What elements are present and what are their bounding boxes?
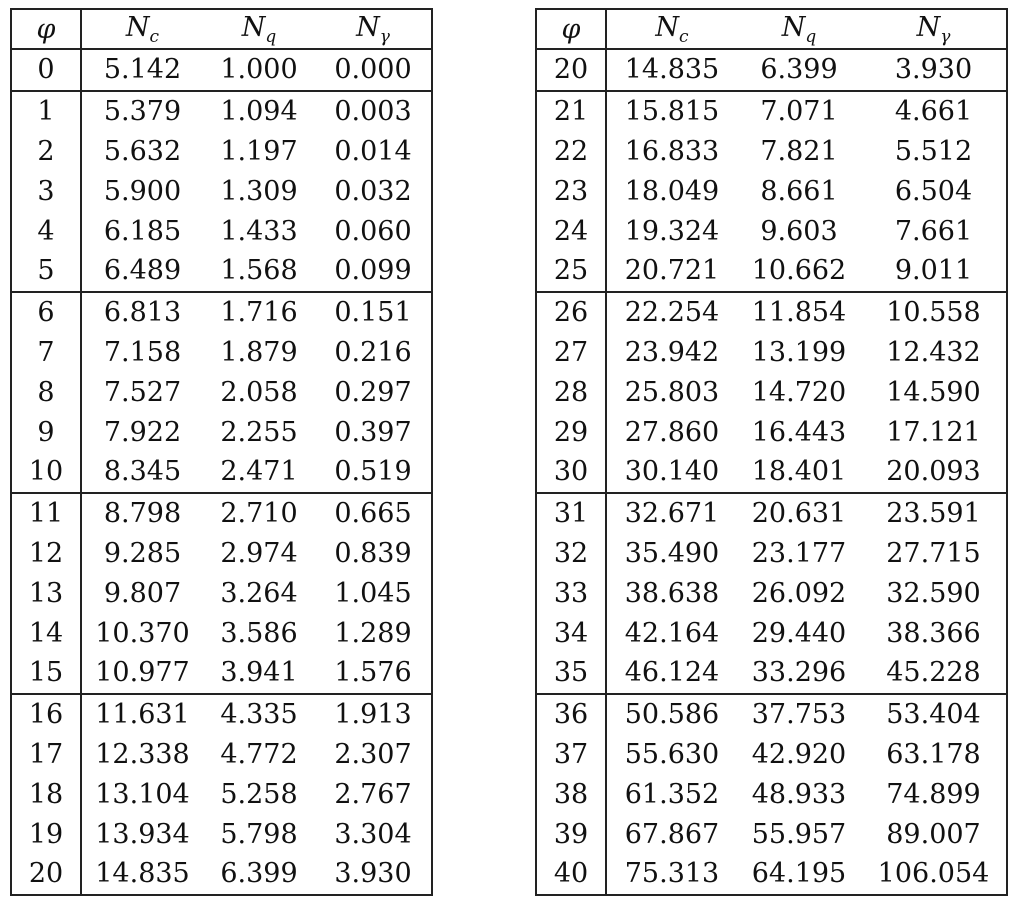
nq-cell: 3.264 [220, 577, 298, 609]
phi-header: φ [536, 9, 606, 49]
nc-cell: 61.352 [624, 778, 720, 810]
ngamma-cell: 0.216 [334, 336, 412, 368]
nc-cell: 19.324 [624, 215, 720, 247]
ngamma-cell: 2.307 [334, 738, 412, 770]
table-row [536, 774, 1007, 814]
phi-cell: 16 [11, 694, 81, 735]
ngamma-cell: 0.003 [315, 91, 432, 132]
phi-cell: 33 [536, 573, 606, 613]
phi-cell: 28 [536, 372, 606, 412]
table-row [11, 694, 432, 735]
phi-cell: 32 [536, 534, 606, 574]
ngamma-cell: 6.504 [894, 175, 973, 207]
nq-cell: 1.197 [220, 135, 298, 167]
table-row [11, 132, 432, 172]
phi-cell: 39 [536, 814, 606, 854]
phi-cell: 40 [536, 854, 606, 895]
ngamma-cell: 10.558 [861, 292, 1007, 333]
table-row [11, 735, 432, 775]
nq-cell: 3.941 [220, 657, 298, 689]
table-row [11, 49, 432, 91]
table-row [11, 854, 432, 895]
ngamma-cell: 7.661 [894, 215, 973, 247]
nc-cell: 75.313 [624, 858, 720, 890]
ngamma-cell: 0.297 [334, 376, 412, 408]
nc-cell: 5.900 [103, 175, 182, 207]
nc-cell: 12.338 [95, 738, 190, 770]
nc-header: $N_c$ [606, 9, 737, 49]
nq-cell: 5.258 [220, 778, 298, 810]
nq-cell: 8.661 [760, 175, 838, 207]
table-row [536, 211, 1007, 251]
phi-cell: 4 [11, 211, 81, 251]
bearing-capacity-table-right [535, 8, 1008, 896]
phi-cell: 37 [536, 735, 606, 775]
ngamma-cell: 53.404 [861, 694, 1007, 735]
phi-cell: 24 [536, 211, 606, 251]
phi-cell: 31 [536, 493, 606, 534]
nc-cell: 14.835 [624, 54, 720, 86]
table-row [536, 49, 1007, 91]
nq-cell: 9.603 [760, 215, 838, 247]
nq-cell: 6.399 [220, 858, 298, 890]
phi-cell: 10 [11, 452, 81, 493]
phi-cell: 0 [11, 49, 81, 91]
nc-cell: 22.254 [606, 292, 737, 333]
nc-cell: 35.490 [624, 537, 720, 569]
phi-cell: 34 [536, 613, 606, 653]
table-row [11, 534, 432, 574]
nq-cell: 1.000 [220, 54, 298, 86]
ngamma-cell: 0.519 [334, 456, 412, 488]
nq-cell: 29.440 [751, 617, 847, 649]
ngamma-cell: 1.289 [334, 617, 412, 649]
ngamma-cell: 0.397 [334, 416, 412, 448]
table-row [11, 613, 432, 653]
table-row [536, 452, 1007, 493]
nc-header: $N_c$ [81, 9, 203, 49]
nc-cell: 42.164 [624, 617, 720, 649]
phi-header: φ [11, 9, 81, 49]
nq-cell: 42.920 [751, 738, 847, 770]
nc-cell: 10.370 [95, 617, 190, 649]
phi-cell: 35 [536, 653, 606, 694]
table-row [11, 814, 432, 854]
phi-cell: 38 [536, 774, 606, 814]
table-row [536, 694, 1007, 735]
table-row [11, 412, 432, 452]
ngamma-cell: 14.590 [886, 376, 981, 408]
nq-cell: 26.092 [751, 577, 847, 609]
nc-cell: 14.835 [95, 858, 190, 890]
phi-cell: 15 [11, 653, 81, 694]
nq-cell: 1.716 [203, 292, 315, 333]
phi-cell: 6 [11, 292, 81, 333]
ngamma-cell: 5.512 [894, 135, 973, 167]
table-row [11, 292, 432, 333]
nc-cell: 6.489 [103, 255, 182, 287]
phi-cell: 14 [11, 613, 81, 653]
phi-cell: 21 [536, 91, 606, 132]
table-row [536, 132, 1007, 172]
nc-cell: 50.586 [606, 694, 737, 735]
nc-cell: 7.158 [103, 336, 182, 368]
nc-cell: 7.922 [103, 416, 182, 448]
table-row [11, 333, 432, 373]
nc-cell: 9.285 [103, 537, 182, 569]
table-body [11, 49, 432, 895]
nc-cell: 10.977 [95, 657, 190, 689]
table-row [11, 493, 432, 534]
table-row [536, 91, 1007, 132]
ngamma-cell: 38.366 [886, 617, 981, 649]
nq-cell: 11.854 [737, 292, 861, 333]
nc-cell: 67.867 [624, 818, 720, 850]
nc-cell: 18.049 [624, 175, 720, 207]
phi-cell: 20 [536, 49, 606, 91]
nq-cell: 64.195 [751, 858, 847, 890]
ngamma-cell: 32.590 [886, 577, 981, 609]
nq-header: $N_q$ [737, 9, 861, 49]
phi-cell: 36 [536, 694, 606, 735]
ngamma-cell: 0.839 [334, 537, 412, 569]
nc-cell: 23.942 [624, 336, 720, 368]
table-row [11, 573, 432, 613]
phi-cell: 25 [536, 251, 606, 292]
nc-cell: 8.345 [103, 456, 182, 488]
table-row [536, 854, 1007, 895]
table-row [11, 211, 432, 251]
nq-cell: 6.399 [760, 54, 838, 86]
phi-cell: 2 [11, 132, 81, 172]
nq-cell: 2.471 [220, 456, 298, 488]
ngamma-cell: 12.432 [886, 336, 981, 368]
header-row [11, 9, 432, 49]
nc-cell: 27.860 [624, 416, 720, 448]
phi-cell: 9 [11, 412, 81, 452]
nq-cell: 4.772 [220, 738, 298, 770]
ngamma-cell: 0.099 [334, 255, 412, 287]
phi-cell: 11 [11, 493, 81, 534]
ngamma-header: $N_\gamma$ [861, 9, 1007, 49]
phi-cell: 27 [536, 333, 606, 373]
phi-cell: 17 [11, 735, 81, 775]
phi-cell: 7 [11, 333, 81, 373]
phi-cell: 5 [11, 251, 81, 292]
table-row [536, 412, 1007, 452]
nq-cell: 5.798 [220, 818, 298, 850]
ngamma-cell: 89.007 [886, 818, 981, 850]
nq-cell: 10.662 [751, 255, 847, 287]
phi-cell: 26 [536, 292, 606, 333]
nq-cell: 1.568 [220, 255, 298, 287]
phi-cell: 8 [11, 372, 81, 412]
ngamma-cell: 3.304 [334, 818, 412, 850]
nq-cell: 48.933 [751, 778, 847, 810]
nc-cell: 5.379 [81, 91, 203, 132]
nc-cell: 7.527 [103, 376, 182, 408]
ngamma-cell: 3.930 [894, 54, 973, 86]
nq-cell: 7.071 [737, 91, 861, 132]
nc-cell: 16.833 [624, 135, 720, 167]
nc-cell: 6.185 [103, 215, 182, 247]
nc-cell: 20.721 [624, 255, 720, 287]
phi-cell: 13 [11, 573, 81, 613]
nc-cell: 6.813 [81, 292, 203, 333]
table-row [536, 333, 1007, 373]
nc-cell: 46.124 [624, 657, 720, 689]
nc-cell: 8.798 [81, 493, 203, 534]
nc-cell: 11.631 [81, 694, 203, 735]
table-row [536, 493, 1007, 534]
ngamma-cell: 2.767 [334, 778, 412, 810]
phi-cell: 30 [536, 452, 606, 493]
nc-cell: 9.807 [103, 577, 182, 609]
phi-cell: 18 [11, 774, 81, 814]
ngamma-cell: 9.011 [894, 255, 973, 287]
ngamma-cell: 63.178 [886, 738, 981, 770]
nq-cell: 7.821 [760, 135, 838, 167]
nc-cell: 13.104 [95, 778, 190, 810]
nc-cell: 55.630 [624, 738, 720, 770]
header-row [536, 9, 1007, 49]
table-row [536, 171, 1007, 211]
table-row [11, 372, 432, 412]
nq-cell: 1.094 [203, 91, 315, 132]
phi-cell: 23 [536, 171, 606, 211]
nq-cell: 3.586 [220, 617, 298, 649]
nq-cell: 20.631 [737, 493, 861, 534]
ngamma-cell: 17.121 [886, 416, 981, 448]
table-row [536, 292, 1007, 333]
nq-cell: 14.720 [751, 376, 847, 408]
table-row [11, 171, 432, 211]
nq-cell: 13.199 [751, 336, 847, 368]
nq-cell: 2.974 [220, 537, 298, 569]
table-row [536, 372, 1007, 412]
table-row [536, 251, 1007, 292]
nq-cell: 16.443 [751, 416, 847, 448]
nc-cell: 13.934 [95, 818, 190, 850]
nq-cell: 23.177 [751, 537, 847, 569]
ngamma-cell: 1.576 [334, 657, 412, 689]
ngamma-cell: 45.228 [886, 657, 981, 689]
table-row [11, 452, 432, 493]
nq-cell: 18.401 [751, 456, 847, 488]
nq-cell: 2.058 [220, 376, 298, 408]
nc-cell: 30.140 [624, 456, 720, 488]
ngamma-cell: 0.000 [334, 54, 412, 86]
table-row [536, 814, 1007, 854]
table-row [11, 653, 432, 694]
nc-cell: 15.815 [606, 91, 737, 132]
ngamma-cell: 1.045 [334, 577, 412, 609]
nq-cell: 55.957 [751, 818, 847, 850]
nq-header: $N_q$ [203, 9, 315, 49]
nq-cell: 4.335 [203, 694, 315, 735]
phi-cell: 1 [11, 91, 81, 132]
ngamma-cell: 106.054 [877, 858, 990, 890]
ngamma-cell: 3.930 [334, 858, 412, 890]
nc-cell: 38.638 [624, 577, 720, 609]
table-row [11, 774, 432, 814]
ngamma-cell: 1.913 [315, 694, 432, 735]
nq-cell: 33.296 [751, 657, 847, 689]
nc-cell: 5.632 [103, 135, 182, 167]
phi-cell: 22 [536, 132, 606, 172]
nq-cell: 37.753 [737, 694, 861, 735]
ngamma-cell: 0.151 [315, 292, 432, 333]
table-row [11, 91, 432, 132]
phi-cell: 19 [11, 814, 81, 854]
ngamma-cell: 0.665 [315, 493, 432, 534]
phi-cell: 12 [11, 534, 81, 574]
ngamma-cell: 23.591 [861, 493, 1007, 534]
table-body [536, 49, 1007, 895]
bearing-capacity-table-left [10, 8, 433, 896]
nc-cell: 32.671 [606, 493, 737, 534]
ngamma-cell: 0.032 [334, 175, 412, 207]
phi-cell: 20 [11, 854, 81, 895]
nq-cell: 1.433 [220, 215, 298, 247]
ngamma-cell: 4.661 [861, 91, 1007, 132]
table-row [536, 613, 1007, 653]
ngamma-cell: 27.715 [886, 537, 981, 569]
table-row [11, 251, 432, 292]
ngamma-cell: 0.060 [334, 215, 412, 247]
nq-cell: 1.309 [220, 175, 298, 207]
table-row [536, 534, 1007, 574]
nq-cell: 1.879 [220, 336, 298, 368]
ngamma-header: $N_\gamma$ [315, 9, 432, 49]
ngamma-cell: 20.093 [886, 456, 981, 488]
nc-cell: 25.803 [624, 376, 720, 408]
nq-cell: 2.255 [220, 416, 298, 448]
nq-cell: 2.710 [203, 493, 315, 534]
phi-cell: 29 [536, 412, 606, 452]
table-row [536, 735, 1007, 775]
table-row [536, 653, 1007, 694]
ngamma-cell: 0.014 [334, 135, 412, 167]
nc-cell: 5.142 [103, 54, 182, 86]
ngamma-cell: 74.899 [886, 778, 981, 810]
phi-cell: 3 [11, 171, 81, 211]
table-row [536, 573, 1007, 613]
